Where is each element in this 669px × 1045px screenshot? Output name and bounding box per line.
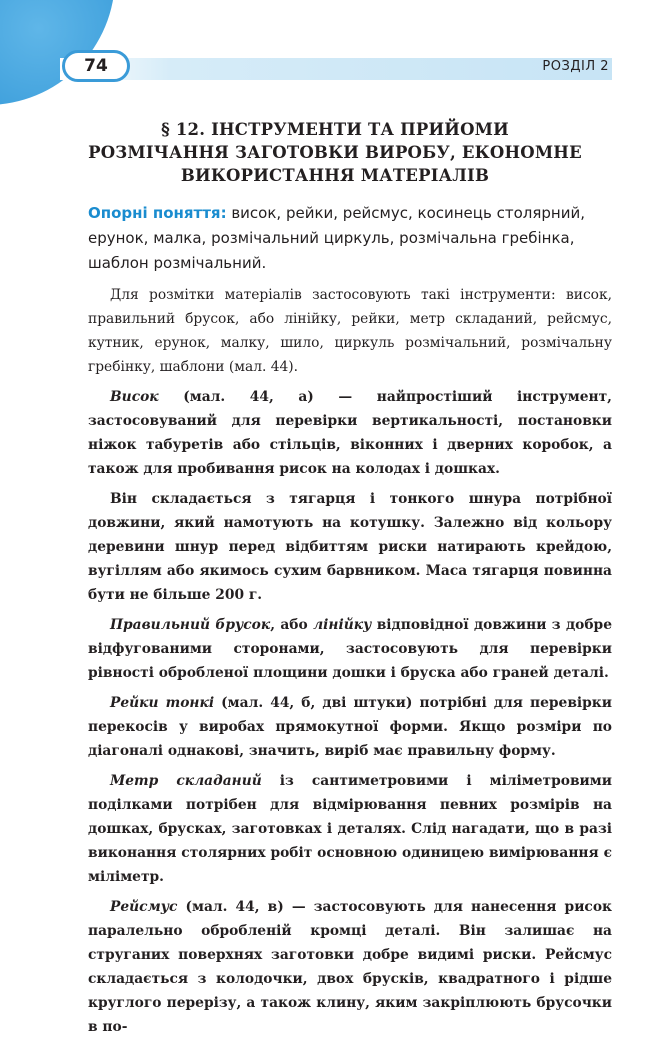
page-number: 74 [62, 50, 130, 82]
paragraph [88, 691, 612, 763]
paragraph: Для розмітки матеріалів застосовують такі інструменти: висок, правильний брусок, або лінійку, рейки, метр складаний, рейсмус, кутник, ерунок, малку, шило, циркуль розмічальний, розмічальну гребінку, шаблони (мал. 44). [88, 287, 612, 375]
paragraph [88, 385, 612, 481]
title-line-2: РОЗМІЧАННЯ ЗАГОТОВКИ ВИРОБУ, ЕКОНОМНЕ [88, 143, 582, 162]
body-text [88, 283, 612, 1045]
section-label: РОЗДІЛ 2 [542, 59, 609, 74]
paragraph [88, 769, 612, 889]
paragraph: Він складається з тягарця і тонкого шнура потрібної довжини, який намотують на котушку. Залежно від кольору деревини шнур перед відбиттям риски натирають крейдою, вугіллям або якимось сухим барвником. Маса тягарця повинна бути не більше 200 г. [88, 491, 612, 603]
paragraph-text: із сантиметровими і міліметровими поділками потрібен для відмірювання певних розмірів на дошках, брусках, заготовках і деталях. Слід нагадати, що в разі виконання столярних робіт основною одиницею вимірювання є міліметр. [88, 773, 612, 885]
paragraph-text: (мал. 44, а) — найпростіший інструмент, застосовуваний для перевірки вертикальності, постановки ніжок табуретів або стільців, віконних і дверних коробок, а також для пробивання рисок на колодах і дошках. [88, 389, 612, 477]
paragraph [88, 895, 612, 1039]
key-concepts-label: Опорні поняття: [88, 204, 227, 222]
key-concepts-text: висок, рейки, рейсмус, косинець столярний, ерунок, малка, розмічальний циркуль, розмічальна гребінка, шаблон розмічальний. [88, 204, 585, 272]
page-title [80, 118, 590, 187]
term: Рейки тонкі [110, 695, 215, 711]
paragraph-text: (мал. 44, б, дві штуки) потрібні для перевірки перекосів у виробах прямокутної форми. Якщо розміри по діагоналі однакові, значить, виріб має правильну форму. [88, 695, 613, 759]
header-bar [60, 58, 612, 80]
paragraph-text: відповідної довжини з добре відфугованими сторонами, застосовують для перевірки рівності обробленої площини дошки і бруска або граней деталі. [88, 617, 612, 681]
term: Рейсмус [110, 899, 178, 915]
paragraph-text: (мал. 44, в) — застосовують для нанесення рисок паралельно обробленій кромці деталі. Він залишає на струганих поверхнях заготовки добре видимі риски. Рейсмус складається з колодочки, двох брусків, квадратного і рідше круглого перерізу, а також клину, яким закріплюють брусочки в по- [88, 899, 612, 1035]
key-concepts [88, 201, 612, 276]
paragraph-text: , або [270, 617, 314, 633]
term: Висок [110, 389, 159, 405]
title-line-3: ВИКОРИСТАННЯ МАТЕРІАЛІВ [180, 166, 490, 185]
paragraph [88, 613, 612, 685]
title-line-1: § 12. ІНСТРУМЕНТИ ТА ПРИЙОМИ [161, 120, 509, 139]
term: лінійку [313, 617, 372, 633]
term: Правильний брусок [110, 617, 271, 633]
term: Метр складаний [110, 773, 262, 789]
